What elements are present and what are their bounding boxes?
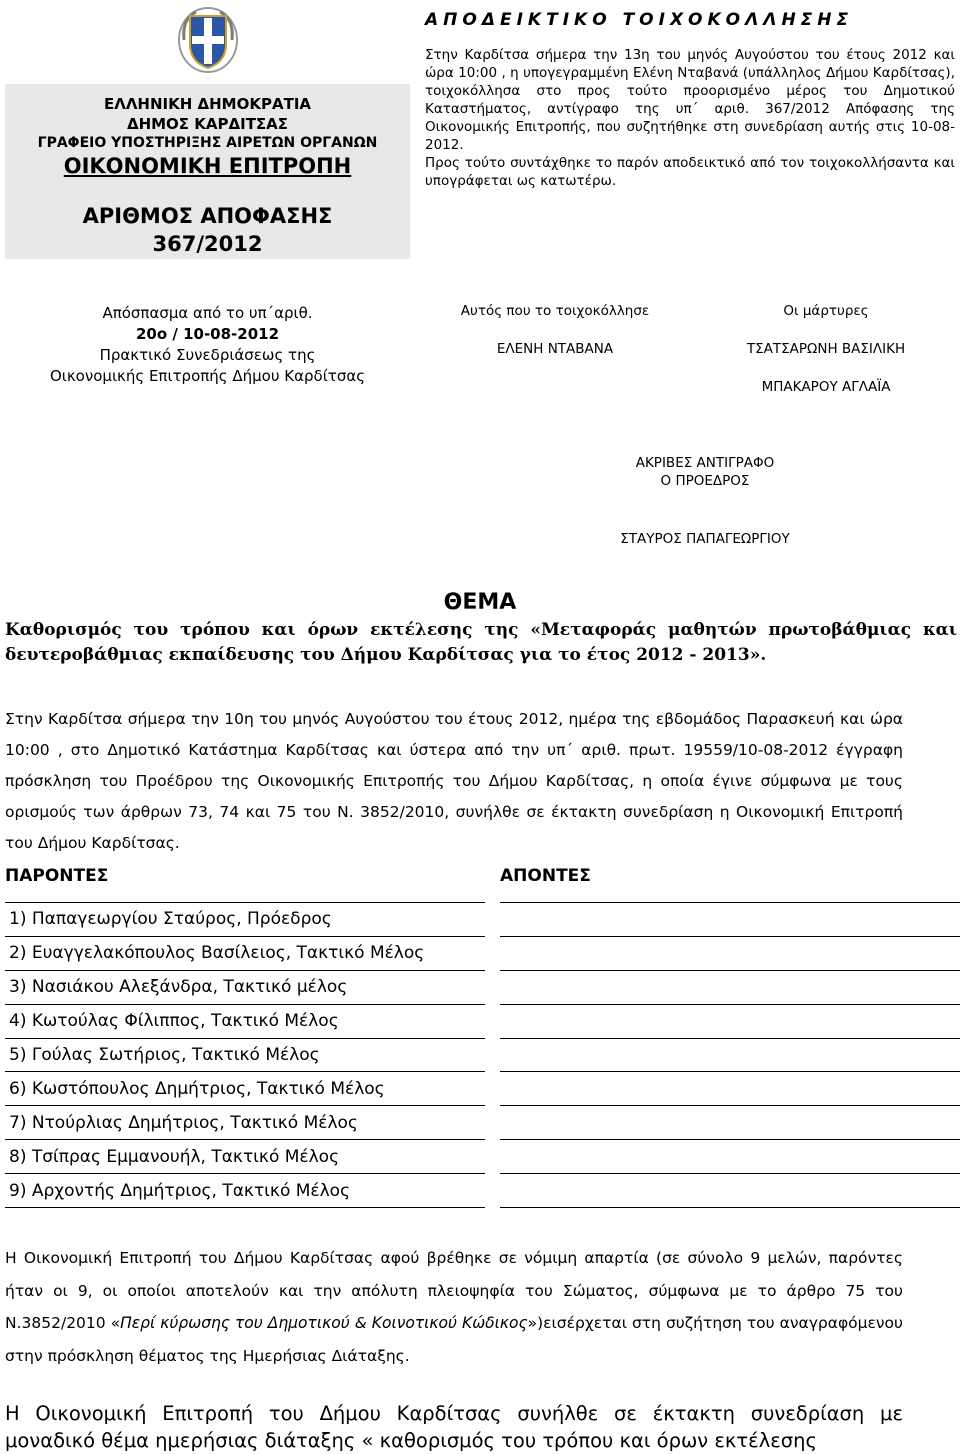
present-member: 2) Ευαγγελακόπουλος Βασίλειος, Τακτικό Μέλος [5,936,485,970]
table-row [5,1140,485,1174]
present-heading: ΠΑΡΟΝΤΕΣ [5,866,109,886]
table-row [5,1174,485,1208]
present-member: 5) Γούλας Σωτήριος, Τακτικό Μέλος [5,1038,485,1072]
theme-subject: Καθορισμός του τρόπου και όρων εκτέλεσης της «Μεταφοράς μαθητών πρωτοβάθμιας και δευτεροβάθμιας εκπαίδευσης του Δήμου Καρδίτσας για το έτος 2012 - 2013». [5,620,957,665]
present-member: 4) Κωτούλας Φίλιππος, Τακτικό Μέλος [5,1004,485,1038]
extract-line: Οικονομικής Επιτροπής Δήμου Καρδίτσας [49,367,366,385]
table-row [5,936,485,970]
table-row [500,1038,960,1072]
header-committee: ΟΙΚΟΝΟΜΙΚΗ ΕΠΙΤΡΟΠΗ [63,154,352,178]
absent-member-empty [500,903,960,937]
present-member: 7) Ντούρλιας Δημήτριος, Τακτικό Μέλος [5,1106,485,1140]
certificate-paragraph: Προς τούτο συντάχθηκε το παρόν αποδεικτικό από τον τοιχοκολλήσαντα και υπογράφεται ως κατωτέρω. [425,155,955,189]
true-copy-block [525,454,885,548]
table-row [5,970,485,1004]
chairman-label: Ο ΠΡΟΕΔΡΟΣ [660,473,750,489]
law-title: Περί κύρωσης του Δημοτικού & Κοινοτικού Κώδικος [120,1314,528,1332]
absent-member-empty [500,970,960,1004]
minutes-extract [5,303,410,387]
witness-name: ΤΣΑΤΣΑΡΩΝΗ ΒΑΣΙΛΙΚΗ [746,341,906,357]
closing-paragraph: Η Οικονομική Επιτροπή του Δήμου Καρδίτσας συνήλθε σε έκτακτη συνεδρίαση με μοναδικό θέμα ημερήσιας διάταξης « καθορισμός του τρόπου και όρων εκτέλεσης [5,1402,903,1452]
table-row [500,1140,960,1174]
true-copy-label: ΑΚΡΙΒΕΣ ΑΝΤΙΓΡΑΦΟ [635,455,775,471]
present-member: 6) Κωστόπουλος Δημήτριος, Τακτικό Μέλος [5,1072,485,1106]
extract-line: Πρακτικό Συνεδριάσεως της [99,346,316,364]
table-row [500,1106,960,1140]
witnesses-label: Οι μάρτυρες [783,303,869,319]
absent-member-empty [500,1072,960,1106]
poster-signature-block [425,302,685,358]
chairman-name: ΣΤΑΥΡΟΣ ΠΑΠΑΓΕΩΡΓΙΟΥ [620,531,790,547]
table-row [5,1072,485,1106]
session-intro-paragraph: Στην Καρδίτσα σήμερα την 10η του μηνός Αυγούστου του έτους 2012, ημέρα της εβδομάδος Παρασκευή και ώρα 10:00 , στο Δημοτικό Κατάστημα Καρδίτσας και ύστερα από την υπ΄ αριθ. πρωτ. 19559/10-08-2012 έγγραφη πρόσκληση του Προέδρου της Οικονομικής Επιτροπής του Δήμου Καρδίτσας, η οποία έγινε σύμφωνα με τους ορισμούς των άρθρων 73, 74 και 75 του Ν. 3852/2010, συνήλθε σε έκτακτη συνεδρίαση η Οικονομική Επιτροπή του Δήμου Καρδίτσας. [5,710,903,852]
decision-label: ΑΡΙΘΜΟΣ ΑΠΟΦΑΣΗΣ [82,204,333,228]
quorum-text: »)εισέρχεται στη συζήτηση του αναγραφόμενου στην πρόσκληση θέματος της Ημερήσιας Διάταξης. [5,1314,904,1365]
table-row [500,970,960,1004]
issuer-header-box [5,84,410,259]
posting-certificate-body [425,46,955,190]
table-row [500,936,960,970]
absent-heading: ΑΠΟΝΤΕΣ [500,866,591,886]
absent-member-empty [500,936,960,970]
theme-heading [0,590,960,615]
header-country: ΕΛΛΗΝΙΚΗ ΔΗΜΟΚΡΑΤΙΑ [103,95,312,113]
table-row [5,1038,485,1072]
absent-member-empty [500,1174,960,1208]
quorum-paragraph [5,1242,903,1372]
table-row [500,1072,960,1106]
poster-name: ΕΛΕΝΗ ΝΤΑΒΑΝΑ [496,341,614,357]
absent-member-empty [500,1038,960,1072]
witness-name: ΜΠΑΚΑΡΟΥ ΑΓΛΑΪΑ [761,379,891,395]
table-row [500,903,960,937]
quorum-text: Η Οικονομική Επιτροπή του Δήμου Καρδίτσας αφού βρέθηκε σε νόμιμη απαρτία (σε σύνολο 9 μελών, παρόντες ήταν οι 9, οι οποίοι αποτελούν και την απόλυτη πλειοψηφία του Σώματος, σύμφωνα με το άρθρο 75 του Ν.3852/2010 « [5,1249,903,1332]
absent-member-empty [500,1140,960,1174]
present-member: 1) Παπαγεωργίου Σταύρος, Πρόεδρος [5,903,485,937]
posting-certificate-title: ΑΠΟΔΕΙΚΤΙΚΟ ΤΟΙΧΟΚΟΛΛΗΣΗΣ [425,10,854,30]
absent-members-table [500,902,960,1208]
table-row [500,1004,960,1038]
greek-coat-of-arms-icon [176,4,240,74]
present-members-table [5,902,485,1208]
present-member: 8) Τσίπρας Εμμανουήλ, Τακτικό Μέλος [5,1140,485,1174]
present-member: 3) Νασιάκου Αλεξάνδρα, Τακτικό μέλος [5,970,485,1004]
absent-member-empty [500,1004,960,1038]
witnesses-block [700,302,952,396]
absent-member-empty [500,1106,960,1140]
theme-title: ΘΕΜΑ [443,590,517,615]
decision-number: 367/2012 [152,232,263,256]
extract-session-number: 20ο / 10-08-2012 [135,325,280,343]
poster-label: Αυτός που το τοιχοκόλλησε [460,303,650,319]
certificate-paragraph: Στην Καρδίτσα σήμερα την 13η του μηνός Αυγούστου του έτους 2012 και ώρα 10:00 , η υπογεγραμμένη Ελένη Νταβανά (υπάλληλος Δήμου Καρδίτσας), τοιχοκόλλησα στο προς τούτο προορισμένο μέρος του Δημοτικού Καταστήματος, αντίγραφο της υπ΄ αριθ. 367/2012 Απόφασης της Οικονομικής Επιτροπής, που συζητήθηκε στη συνεδρίαση αυτής στις 10-08-2012. [425,47,955,153]
table-row [500,1174,960,1208]
table-row [5,903,485,937]
table-row [5,1106,485,1140]
table-row [5,1004,485,1038]
present-member: 9) Αρχοντής Δημήτριος, Τακτικό Μέλος [5,1174,485,1208]
header-municipality: ΔΗΜΟΣ ΚΑΡΔΙΤΣΑΣ [126,115,289,133]
extract-line: Απόσπασμα από το υπ΄αριθ. [102,304,313,322]
header-office: ΓΡΑΦΕΙΟ ΥΠΟΣΤΗΡΙΞΗΣ ΑΙΡΕΤΩΝ ΟΡΓΑΝΩΝ [37,135,378,151]
